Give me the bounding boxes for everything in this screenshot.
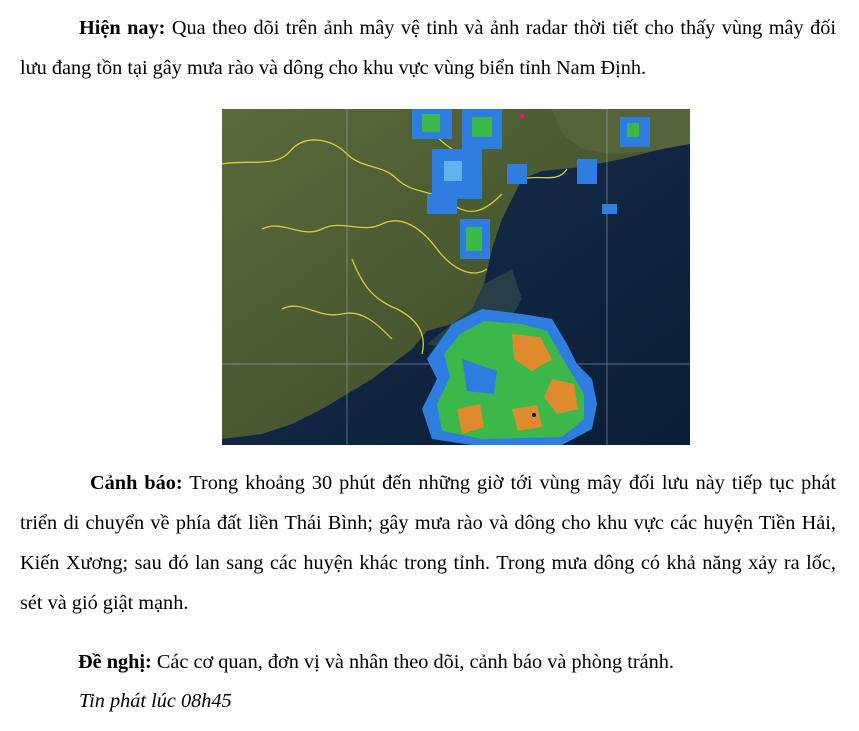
current-text: Qua theo dõi trên ảnh mây vệ tinh và ảnh radar thời tiết cho thấy vùng mây đối lưu đang tồn tại gây mưa rào và dông cho khu vực vùng biển tỉnh Nam Định. bbox=[20, 17, 837, 79]
issued-time: Tin phát lúc 08h45 bbox=[79, 690, 232, 712]
recommend-paragraph bbox=[20, 644, 836, 680]
radar-satellite-map bbox=[222, 109, 690, 445]
warning-paragraph bbox=[20, 463, 836, 623]
radar-map-graphic bbox=[222, 109, 690, 445]
warning-label: Cảnh báo: bbox=[90, 472, 183, 494]
current-label: Hiện nay: bbox=[79, 17, 166, 39]
recommend-label: Đề nghị: bbox=[78, 651, 152, 673]
warning-text: Trong khoảng 30 phút đến những giờ tới vùng mây đối lưu này tiếp tục phát triển di chuyển về phía đất liền Thái Bình; gây mưa rào và dông cho khu vực các huyện Tiền Hải, Kiến Xương; sau đó lan sang các huyện khác trong tỉnh. Trong mưa dông có khả năng xảy ra lốc, sét và gió giật mạnh. bbox=[20, 472, 836, 614]
current-paragraph bbox=[20, 8, 836, 88]
recommend-text: Các cơ quan, đơn vị và nhân theo dõi, cảnh báo và phòng tránh. bbox=[151, 651, 674, 673]
